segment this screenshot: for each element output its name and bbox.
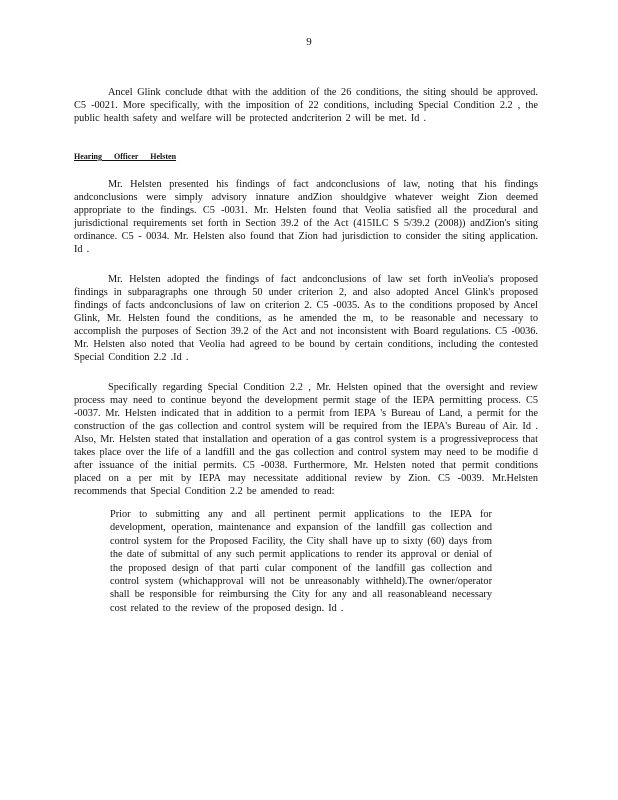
block-quote-amended-condition: Prior to submitting any and all pertinent permit applications to the IEPA for development, operation, maintenance and expansion of the landfill gas collection and control system for the Proposed Facility, the City shall have up to sixty (60) days from the date of submittal of any such permit applications to render its approval or denial of the proposed design of that parti cular component of the landfill gas collection and control system (whichapproval will not be unreasonably withheld).The owner/operator shall be responsible for reimbursing the City for any and all reasonableand necessary cost related to the review of the proposed design. Id . <box>110 509 492 614</box>
document-body <box>74 86 538 615</box>
paragraph-special-condition-2-2: Specifically regarding Special Condition 2.2 , Mr. Helsten opined that the oversight and review process may need to continue beyond the development permit stage of the IEPA permitting process. C5 -0037. Mr. Helsten indicated that in addition to a permit from IEPA 's Bureau of Land, a permit for the construction of the gas collection and control system will be required from the IEPA's Bureau of Air. Id . Also, Mr. Helsten stated that installation and operation of a gas control system is a progressiveprocess that takes place over the life of a landfill and the gas collection and control system may need to be modifie d after issuance of the initial permits. C5 -0038. Furthermore, Mr. Helsten noted that permit conditions placed on a per mit by IEPA may necessitate additional review by Zion. C5 -0039. Mr.Helsten recommends that Special Condition 2.2 be amended to read: <box>74 382 538 497</box>
paragraph-helsten-adopted-findings: Mr. Helsten adopted the findings of fact andconclusions of law set forth inVeolia's proposed findings in subparagraphs one through 50 under criterion 2, and also adopted Ancel Glink's proposed findings of facts andconclusions of law on criterion 2. C5 -0035. As to the conditions proposed by Ancel Glink, Mr. Helsten found the conditions, as he amended the m, to be reasonable and necessary to accomplish the purposes of Section 39.2 of the Act and not inconsistent with Board regulations. C5 -0036. Mr. Helsten also noted that Veolia had agreed to be bound by certain conditions, including the contested Special Condition 2.2 .Id . <box>74 274 538 363</box>
page-number: 9 <box>306 36 312 48</box>
section-heading-hearing-officer: Hearing Officer Helsten <box>74 152 177 161</box>
paragraph-helsten-findings: Mr. Helsten presented his findings of fact andconclusions of law, noting that his findings andconclusions were simply advisory innature andZion shouldgive whatever weight Zion deemed appropriate to the findings. C5 -0031. Mr. Helsten found that Veolia satisfied all the procedural and jurisdictional requirements set forth in Section 39.2 of the Act (415ILC S 5/39.2 (2008)) andZion's siting ordinance. C5 - 0034. Mr. Helsten also found that Zion had jurisdiction to consider the siting application. Id . <box>74 179 538 255</box>
paragraph-ancel-glink-conclusion: Ancel Glink conclude dthat with the addition of the 26 conditions, the siting should be approved. C5 -0021. More specifically, with the imposition of 22 conditions, including Special Condition 2.2 , the public health safety and welfare will be protected andcriterion 2 will be met. Id . <box>74 87 538 124</box>
